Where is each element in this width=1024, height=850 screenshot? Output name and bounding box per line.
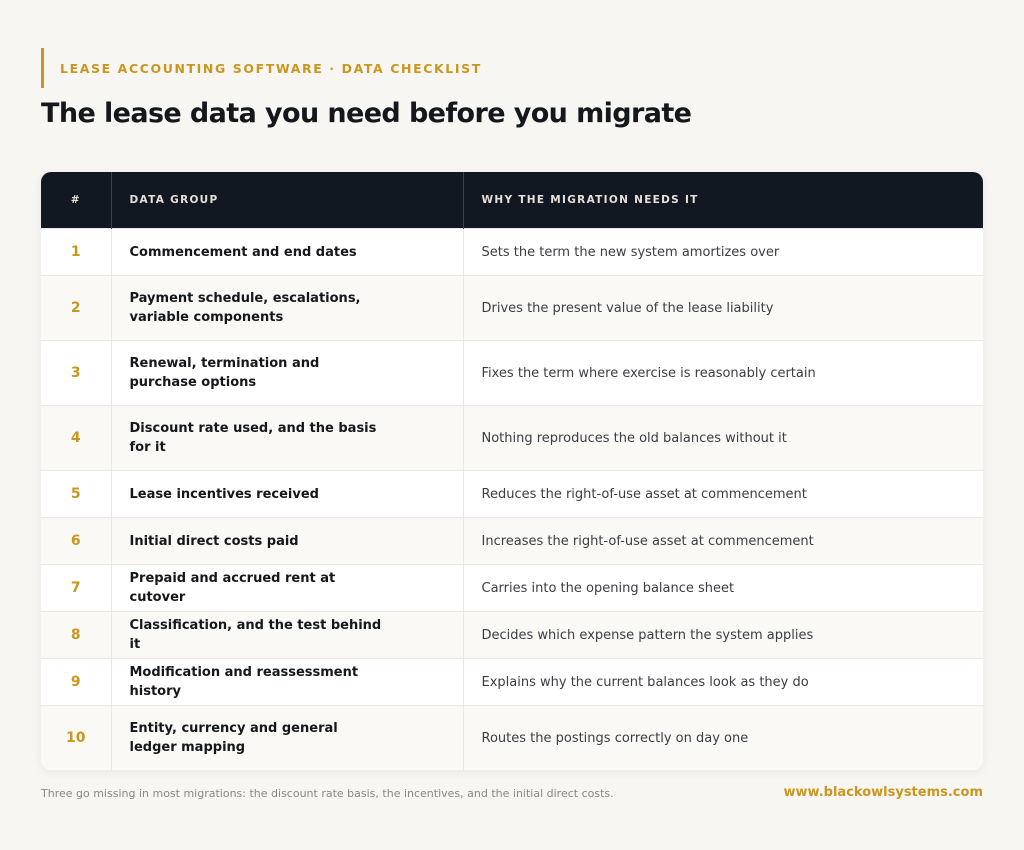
data-group-cell: Prepaid and accrued rent at cutover bbox=[111, 565, 463, 612]
table-header bbox=[41, 172, 983, 229]
checklist-table-card bbox=[41, 172, 983, 770]
table-row bbox=[41, 518, 983, 565]
data-group-cell: Initial direct costs paid bbox=[111, 518, 463, 565]
data-group-cell: Discount rate used, and the basis for it bbox=[111, 406, 463, 471]
checklist-table bbox=[41, 172, 983, 770]
data-group-cell: Entity, currency and general ledger mapping bbox=[111, 706, 463, 771]
table-row bbox=[41, 565, 983, 612]
row-number: 5 bbox=[41, 471, 111, 518]
column-header-why: WHY THE MIGRATION NEEDS IT bbox=[463, 172, 983, 229]
data-group-cell: Renewal, termination and purchase options bbox=[111, 341, 463, 406]
reason-cell: Drives the present value of the lease liability bbox=[463, 276, 983, 341]
data-group-cell: Classification, and the test behind it bbox=[111, 612, 463, 659]
eyebrow-label: LEASE ACCOUNTING SOFTWARE · DATA CHECKLIST bbox=[41, 48, 482, 88]
reason-cell: Routes the postings correctly on day one bbox=[463, 706, 983, 771]
row-number: 4 bbox=[41, 406, 111, 471]
reason-cell: Explains why the current balances look as they do bbox=[463, 659, 983, 706]
row-number: 7 bbox=[41, 565, 111, 612]
reason-cell: Carries into the opening balance sheet bbox=[463, 565, 983, 612]
column-header-number: # bbox=[41, 172, 111, 229]
table-row bbox=[41, 406, 983, 471]
header-row bbox=[41, 172, 983, 229]
reason-cell: Increases the right-of-use asset at commencement bbox=[463, 518, 983, 565]
row-number: 8 bbox=[41, 612, 111, 659]
table-row bbox=[41, 471, 983, 518]
reason-cell: Nothing reproduces the old balances without it bbox=[463, 406, 983, 471]
table-row bbox=[41, 341, 983, 406]
table-row bbox=[41, 612, 983, 659]
table-row bbox=[41, 229, 983, 276]
row-number: 9 bbox=[41, 659, 111, 706]
data-group-cell: Modification and reassessment history bbox=[111, 659, 463, 706]
reason-cell: Decides which expense pattern the system applies bbox=[463, 612, 983, 659]
footnote: Three go missing in most migrations: the discount rate basis, the incentives, and the initial direct costs. bbox=[41, 787, 614, 800]
table-row bbox=[41, 706, 983, 771]
row-number: 10 bbox=[41, 706, 111, 771]
data-group-cell: Commencement and end dates bbox=[111, 229, 463, 276]
row-number: 6 bbox=[41, 518, 111, 565]
reason-cell: Sets the term the new system amortizes over bbox=[463, 229, 983, 276]
row-number: 2 bbox=[41, 276, 111, 341]
table-body bbox=[41, 229, 983, 771]
column-header-data-group: DATA GROUP bbox=[111, 172, 463, 229]
reason-cell: Reduces the right-of-use asset at commencement bbox=[463, 471, 983, 518]
row-number: 1 bbox=[41, 229, 111, 276]
website-link[interactable]: www.blackowlsystems.com bbox=[783, 785, 983, 800]
reason-cell: Fixes the term where exercise is reasonably certain bbox=[463, 341, 983, 406]
table-row bbox=[41, 659, 983, 706]
table-row bbox=[41, 276, 983, 341]
row-number: 3 bbox=[41, 341, 111, 406]
page-title: The lease data you need before you migrate bbox=[41, 98, 692, 129]
data-group-cell: Payment schedule, escalations, variable components bbox=[111, 276, 463, 341]
data-group-cell: Lease incentives received bbox=[111, 471, 463, 518]
